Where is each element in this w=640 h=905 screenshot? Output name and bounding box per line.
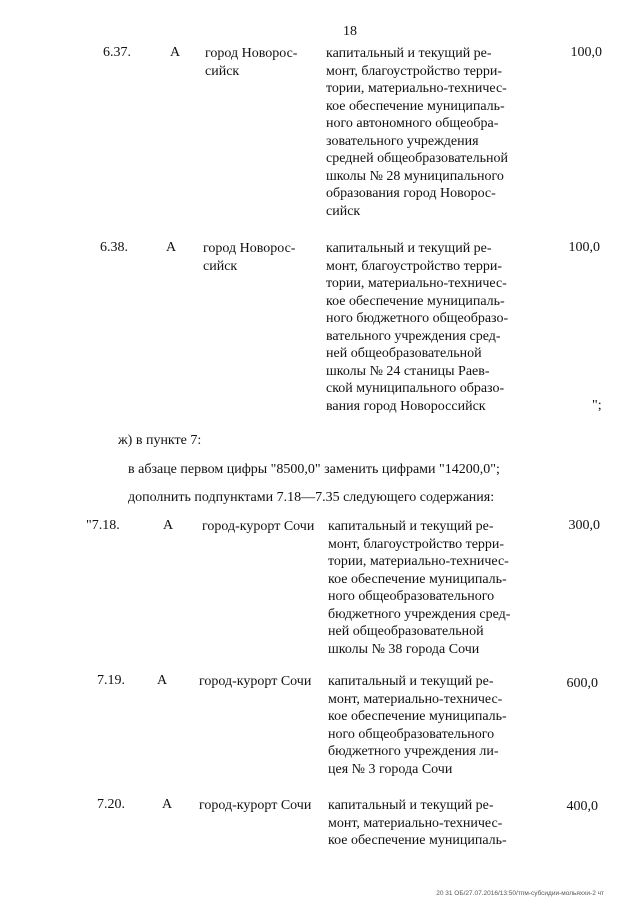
item-amount: 100,0 [568, 240, 600, 255]
description-line: ней общеобразовательной [328, 624, 484, 639]
item-number: 6.38. [100, 240, 128, 255]
item-number: 7.20. [97, 797, 125, 812]
item-description [326, 240, 536, 415]
description-line: монт, благоустройство терри- [326, 63, 503, 79]
item-amount: 400,0 [566, 799, 598, 814]
location-line: город Новорос- [203, 241, 296, 256]
item-category: А [170, 45, 181, 60]
description-line: кое обеспечение муниципаль- [328, 833, 507, 848]
location-line: город Новорос- [205, 46, 298, 61]
item-description [326, 45, 536, 220]
item-category: А [163, 518, 174, 533]
paragraph: дополнить подпунктами 7.18—7.35 следующего содержания: [128, 490, 495, 505]
item-location [199, 797, 324, 815]
item-description [328, 673, 538, 778]
item-amount: 100,0 [570, 45, 602, 60]
description-line: кое обеспечение муниципаль- [328, 571, 507, 587]
item-amount: 600,0 [566, 676, 598, 691]
location-line: город-курорт Сочи [199, 674, 312, 689]
item-location [203, 240, 318, 275]
item-location [199, 673, 324, 691]
description-line: ской муниципального образо- [326, 381, 505, 396]
item-amount: 300,0 [568, 518, 600, 533]
description-line: школы № 28 муниципального [326, 168, 504, 184]
item-category: А [157, 673, 168, 688]
description-line: капитальный и текущий ре- [326, 241, 492, 256]
description-line: капитальный и текущий ре- [326, 46, 492, 61]
description-line: зовательного учреждения [326, 133, 479, 149]
description-line: ного общеобразовательного [328, 726, 495, 742]
description-line: капитальный и текущий ре- [328, 519, 494, 534]
item-location [205, 45, 320, 80]
description-line: монт, благоустройство терри- [326, 258, 503, 274]
item-description [328, 518, 538, 658]
page-number: 18 [343, 24, 357, 39]
description-line: ней общеобразовательной [326, 346, 482, 361]
paragraph: ж) в пункте 7: [118, 433, 202, 448]
description-line: ного автономного общеобра- [326, 116, 499, 131]
description-line: тории, материально-техничес- [326, 81, 507, 96]
item-number: 7.19. [97, 673, 125, 688]
description-line: бюджетного учреждения сред- [328, 606, 511, 622]
location-line: сийск [205, 63, 240, 79]
description-line: тории, материально-техничес- [328, 554, 509, 569]
description-line: школы № 38 города Сочи [328, 641, 480, 657]
location-line: город-курорт Сочи [202, 519, 315, 534]
description-line: ного бюджетного общеобразо- [326, 311, 509, 326]
description-line: ного общеобразовательного [328, 589, 495, 604]
description-line: цея № 3 города Сочи [328, 761, 453, 777]
description-line: тории, материально-техничес- [326, 276, 507, 291]
item-category: А [166, 240, 177, 255]
location-line: сийск [203, 258, 238, 274]
closing-quote: "; [592, 398, 602, 413]
item-location [202, 518, 327, 536]
description-line: образования город Новорос- [326, 186, 496, 201]
paragraph: в абзаце первом цифры "8500,0" заменить цифрами "14200,0"; [128, 462, 500, 477]
description-line: монт, материально-техничес- [328, 815, 503, 831]
description-line: школы № 24 станицы Раев- [326, 363, 490, 379]
item-number: "7.18. [86, 518, 120, 533]
description-line: кое обеспечение муниципаль- [326, 98, 505, 114]
description-line: кое обеспечение муниципаль- [326, 293, 505, 309]
description-line: монт, благоустройство терри- [328, 536, 505, 552]
description-line: средней общеобразовательной [326, 151, 508, 166]
description-line: монт, материально-техничес- [328, 691, 503, 707]
item-number: 6.37. [103, 45, 131, 60]
description-line: капитальный и текущий ре- [328, 798, 494, 813]
description-line: сийск [326, 203, 361, 219]
description-line: капитальный и текущий ре- [328, 674, 494, 689]
item-description [328, 797, 538, 850]
document-footer: 20 31 ОБ/27.07.2016/13:50/тпм-субсидии-мольяххи-2 чт [436, 890, 604, 897]
description-line: кое обеспечение муниципаль- [328, 709, 507, 724]
description-line: бюджетного учреждения ли- [328, 744, 499, 759]
location-line: город-курорт Сочи [199, 798, 312, 813]
item-category: А [162, 797, 173, 812]
description-line: вательного учреждения сред- [326, 328, 501, 344]
description-line: вания город Новороссийск [326, 398, 486, 414]
